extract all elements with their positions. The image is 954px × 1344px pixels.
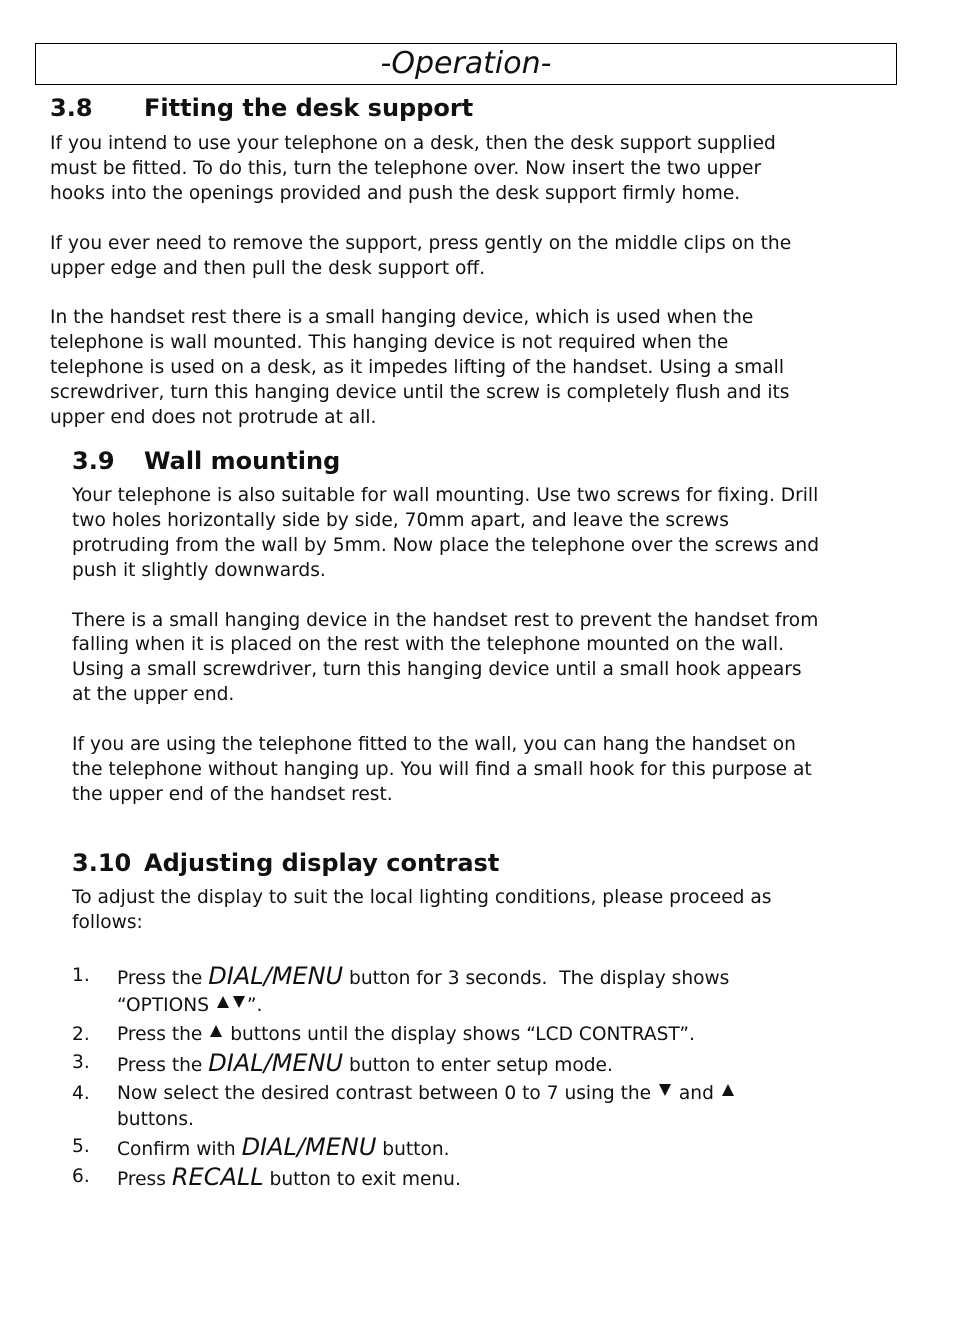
section-3-9 — [72, 446, 902, 808]
text-line: hooks into the openings provided and push the desk support firmly home. — [50, 182, 741, 204]
paragraph — [72, 733, 902, 808]
list-item — [72, 1107, 194, 1133]
section-3-10 — [72, 848, 902, 936]
list-item — [72, 1132, 450, 1165]
step-text: ”. — [246, 995, 263, 1016]
paragraph — [50, 132, 880, 207]
step-text: button to enter setup mode. — [343, 1055, 613, 1076]
list-item — [72, 1022, 695, 1048]
step-text: buttons. — [117, 1109, 194, 1130]
up-arrow-icon — [722, 1084, 734, 1096]
section-heading — [50, 93, 880, 123]
step-number: 5. — [72, 1136, 90, 1157]
paragraph — [72, 886, 902, 936]
dial-menu-button-label: DIAL/MENU — [208, 962, 344, 990]
section-number: 3.9 — [72, 447, 115, 475]
step-number: 1. — [72, 965, 90, 986]
section-3-8 — [50, 93, 880, 431]
text-line: telephone is used on a desk, as it impedes lifting of the handset. Using a small — [50, 357, 784, 379]
text-line: If you intend to use your telephone on a desk, then the desk support supplied — [50, 133, 776, 154]
text-line: If you are using the telephone fitted to the wall, you can hang the handset on — [72, 734, 796, 756]
text-line: In the handset rest there is a small hanging device, which is used when the — [50, 307, 754, 329]
text-line: screwdriver, turn this hanging device until the screw is completely flush and its — [50, 382, 790, 404]
section-title: Wall mounting — [144, 447, 341, 475]
step-number: 3. — [72, 1052, 90, 1073]
step-text: button for 3 seconds. The display shows — [343, 968, 730, 989]
step-text: Press the — [117, 968, 209, 989]
step-text: Confirm with — [117, 1139, 242, 1160]
step-number: 2. — [72, 1024, 90, 1045]
text-line: telephone is wall mounted. This hanging device is not required when the — [50, 332, 729, 354]
list-item — [72, 1162, 461, 1195]
step-text: “OPTIONS — [117, 995, 215, 1016]
text-line: Using a small screwdriver, turn this hanging device until a small hook appears — [72, 659, 802, 681]
text-line: If you ever need to remove the support, press gently on the middle clips on the — [50, 232, 792, 254]
section-number: 3.10 — [72, 849, 132, 877]
down-arrow-icon — [659, 1084, 671, 1096]
section-title: Fitting the desk support — [144, 94, 474, 122]
step-number: 6. — [72, 1166, 90, 1187]
text-line: follows: — [72, 911, 143, 933]
text-line: must be fitted. To do this, turn the telephone over. Now insert the two upper — [50, 157, 762, 179]
step-number: 4. — [72, 1083, 90, 1104]
paragraph — [72, 609, 902, 709]
list-item — [72, 961, 729, 994]
text-line: push it slightly downwards. — [72, 559, 326, 581]
text-line: To adjust the display to suit the local lighting conditions, please proceed as — [72, 887, 772, 908]
section-heading — [72, 446, 902, 476]
step-text: button to exit menu. — [263, 1169, 461, 1190]
list-item — [72, 993, 262, 1019]
text-line: upper end does not protrude at all. — [50, 406, 377, 428]
page-header-box — [35, 43, 897, 85]
step-text: Press — [117, 1169, 172, 1190]
text-line: protruding from the wall by 5mm. Now place the telephone over the screws and — [72, 534, 820, 556]
dial-menu-button-label: DIAL/MENU — [208, 1049, 344, 1077]
text-line: at the upper end. — [72, 684, 235, 706]
step-text: Now select the desired contrast between 0 to 7 using the — [117, 1083, 657, 1104]
list-item — [72, 1081, 736, 1107]
step-text: and — [673, 1083, 720, 1104]
section-title: Adjusting display contrast — [144, 849, 500, 877]
text-line: falling when it is placed on the rest with the telephone mounted on the wall. — [72, 634, 785, 656]
text-line: Your telephone is also suitable for wall mounting. Use two screws for fixing. Drill — [72, 485, 819, 506]
step-text: button. — [376, 1139, 450, 1160]
page-title: -Operation- — [380, 46, 552, 81]
dial-menu-button-label: DIAL/MENU — [241, 1133, 377, 1161]
section-heading — [72, 848, 902, 878]
paragraph — [50, 306, 880, 431]
step-text: buttons until the display shows “LCD CONTRAST”. — [224, 1024, 695, 1045]
text-line: the upper end of the handset rest. — [72, 783, 393, 805]
text-line: the telephone without hanging up. You will find a small hook for this purpose at — [72, 758, 812, 780]
step-text: Press the — [117, 1024, 209, 1045]
up-arrow-icon — [217, 996, 229, 1008]
list-item — [72, 1048, 613, 1081]
up-arrow-icon — [210, 1025, 222, 1037]
text-line: upper edge and then pull the desk support off. — [50, 257, 486, 279]
text-line: two holes horizontally side by side, 70mm apart, and leave the screws — [72, 509, 729, 531]
step-text: Press the — [117, 1055, 209, 1076]
section-number: 3.8 — [50, 94, 93, 122]
text-line: There is a small hanging device in the handset rest to prevent the handset from — [72, 609, 819, 631]
recall-button-label: RECALL — [171, 1163, 264, 1191]
paragraph — [72, 484, 902, 584]
paragraph — [50, 232, 880, 282]
down-arrow-icon — [233, 996, 245, 1008]
